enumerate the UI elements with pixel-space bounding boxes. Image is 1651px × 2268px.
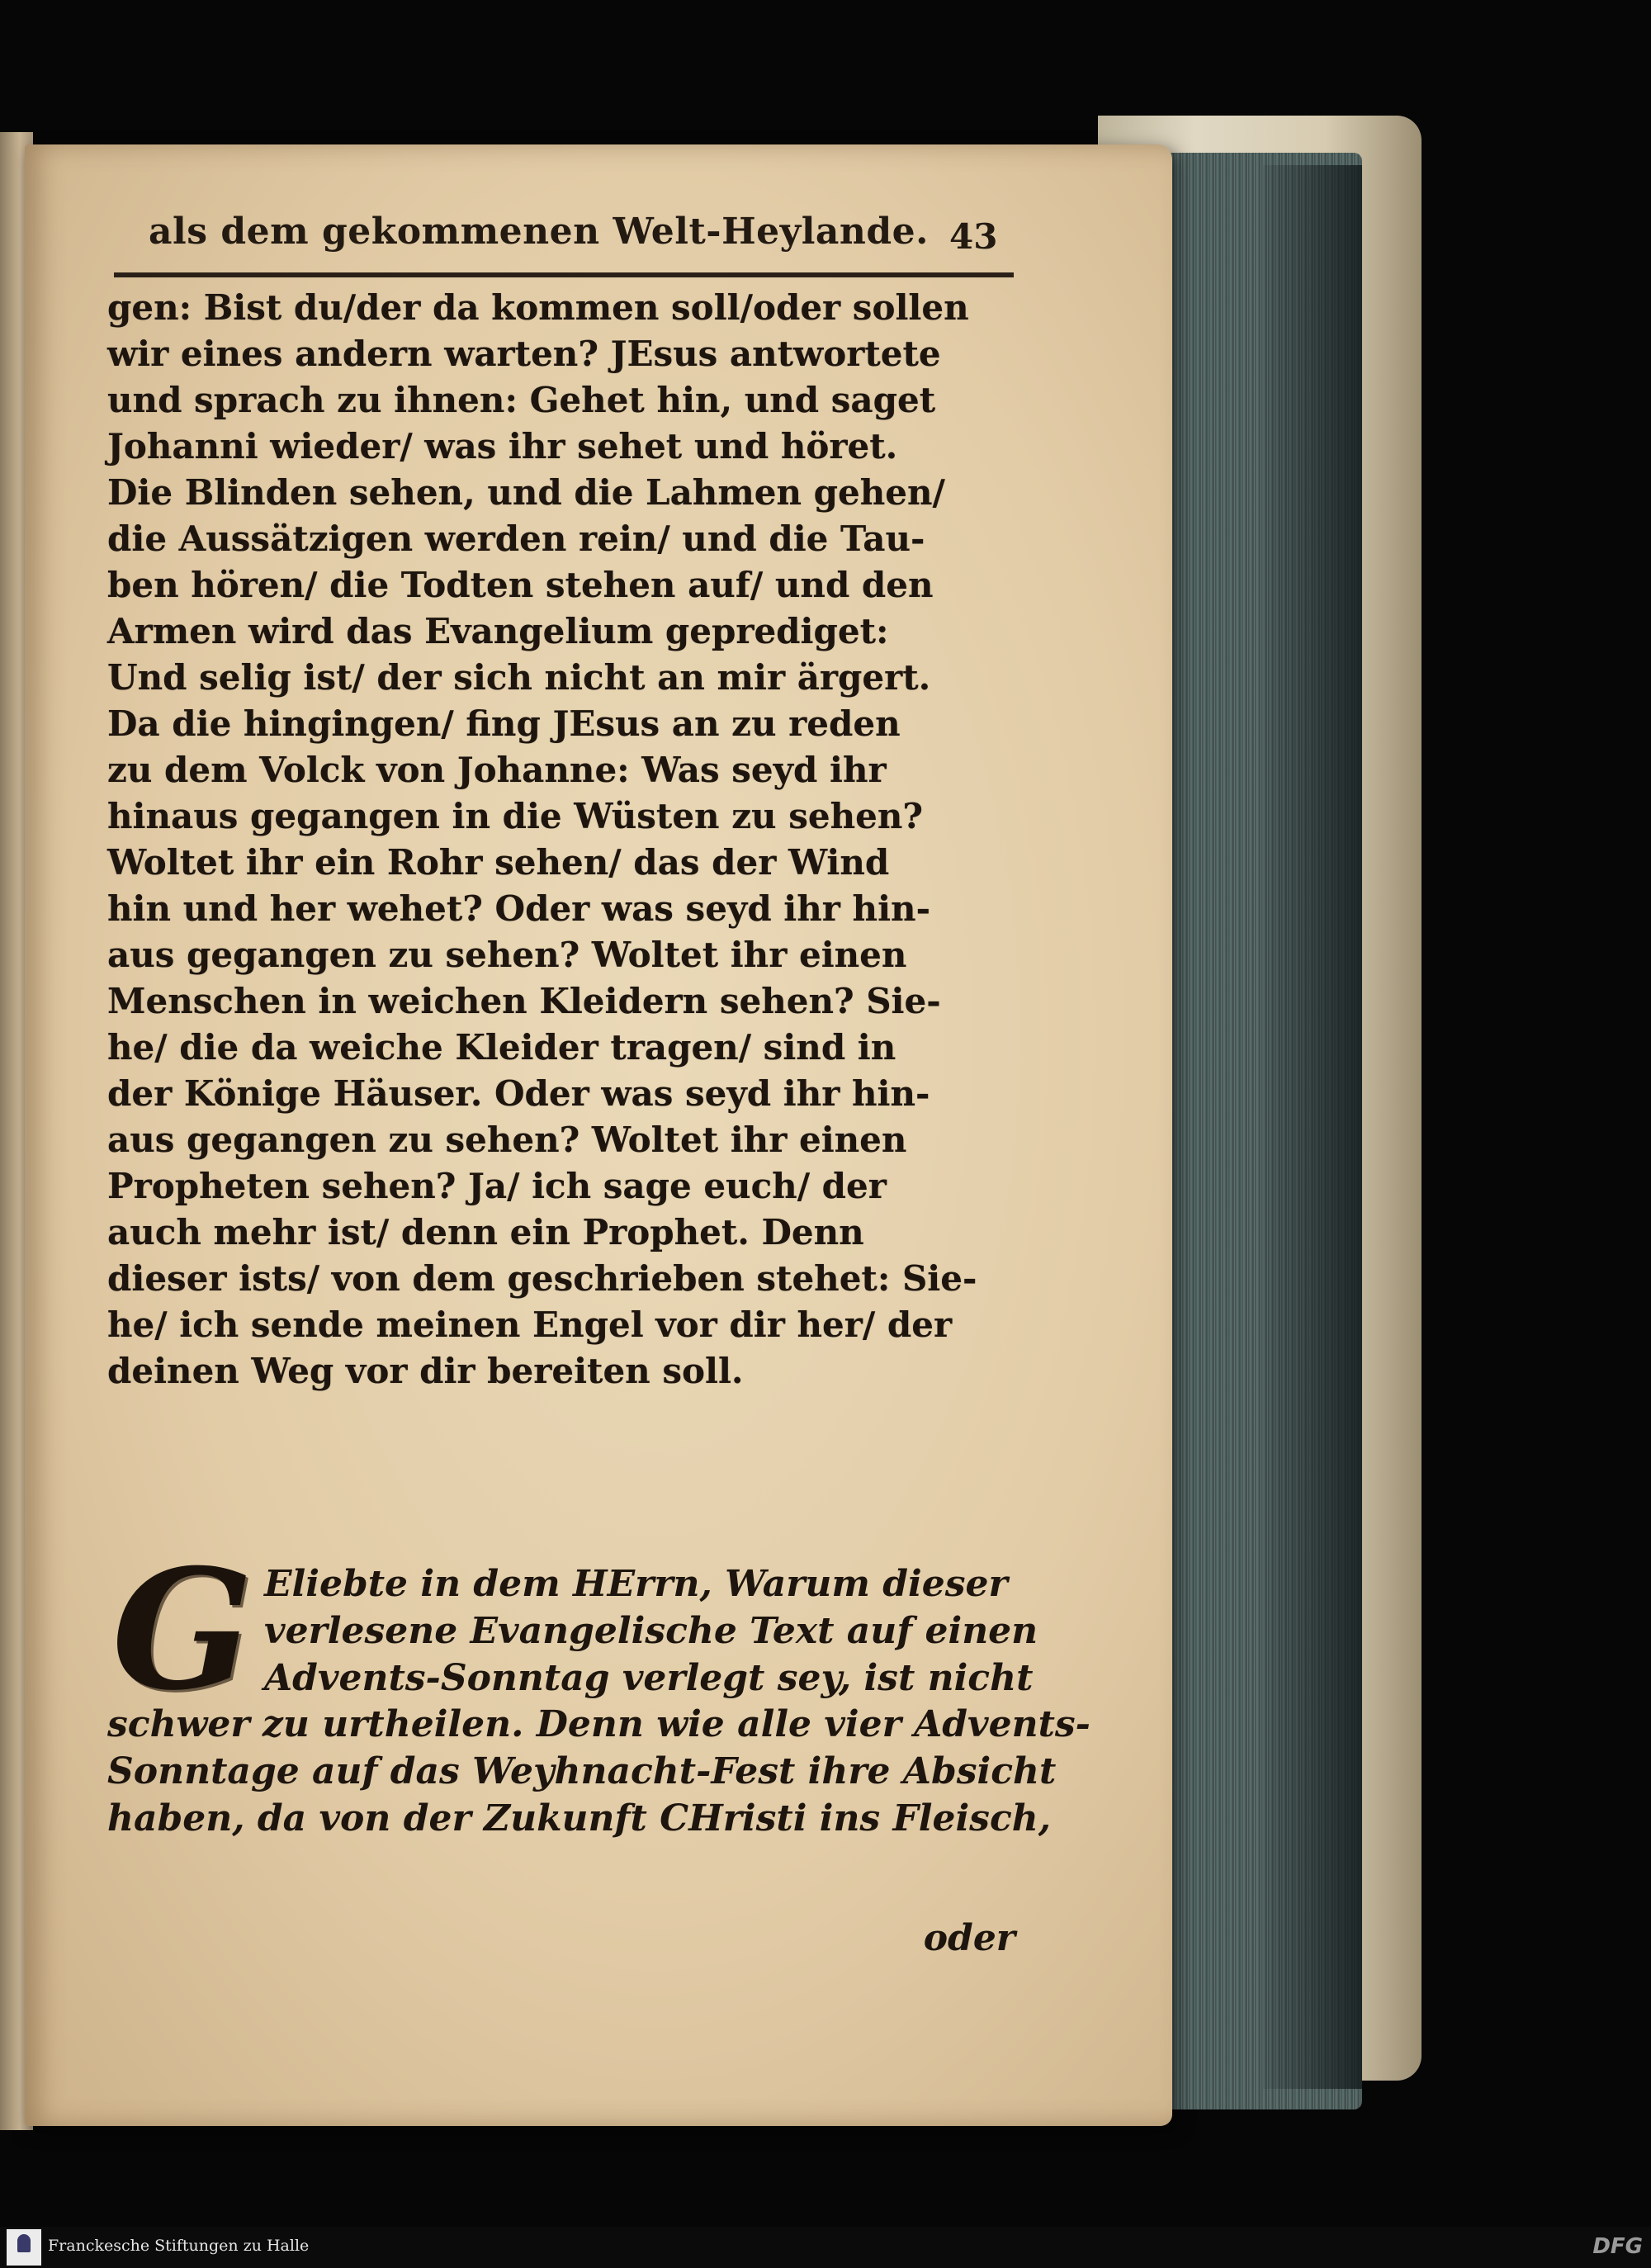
running-head: als dem gekommenen Welt-Heylande. bbox=[149, 211, 929, 253]
dfg-logo: DFG bbox=[1592, 2234, 1643, 2259]
sermon-opening-lines: Eliebte in dem HErrn, Warum dieser verlesene Evangelische Text auf einen Advents-Sonntag verlegt sey, ist nicht bbox=[264, 1563, 1038, 1699]
library-name: Franckesche Stiftungen zu Halle bbox=[48, 2237, 310, 2255]
page-number: 43 bbox=[949, 216, 998, 257]
catchword: oder bbox=[923, 1917, 1015, 1959]
drop-cap-initial: G bbox=[111, 1533, 253, 1727]
head-rule bbox=[114, 272, 1014, 277]
sermon-text: schwer zu urtheilen. Denn wie alle vier Advents- Sonntage auf das Weyhnacht-Fest ihre Absicht haben, da von der Zukunft CHristi ins Fleisch, bbox=[107, 1703, 1090, 1839]
gospel-text: gen: Bist du/der da kommen soll/oder sollen wir eines andern warten? JEsus antwortete und sprach zu ihnen: Gehet hin, und saget Johanni wieder/ was ihr sehet und höret. Die Blinden sehen, und die Lahmen gehen/ die Aussätzigen werden rein/ und die Tau- ben hören/ die Todten stehen auf/ und den Armen wird das Evangelium geprediget: Und selig ist/ der sich nicht an mir ärgert. Da die hingingen/ fing JEsus an zu reden zu dem Volck von Johanne: Was seyd ihr hinaus gegangen in die Wüsten zu sehen? Woltet ihr ein Rohr sehen/ das der Wind hin und her wehet? Oder was seyd ihr hin- aus gegangen zu sehen? Woltet ihr einen Menschen in weichen Kleidern sehen? Sie- he/ die da weiche Kleider tragen/ sind in der Könige Häuser. Oder was seyd ihr hin- aus gegangen zu sehen? Woltet ihr einen Propheten sehen? Ja/ ich sage euch/ der auch mehr ist/ denn ein Prophet. Denn dieser ists/ von dem geschrieben stehet: Sie- he/ ich sende meinen Engel vor dir her/ der deinen Weg vor dir bereiten soll. bbox=[107, 287, 977, 1391]
library-logo-icon bbox=[7, 2229, 41, 2266]
page-edges-shadow bbox=[1263, 165, 1362, 2089]
